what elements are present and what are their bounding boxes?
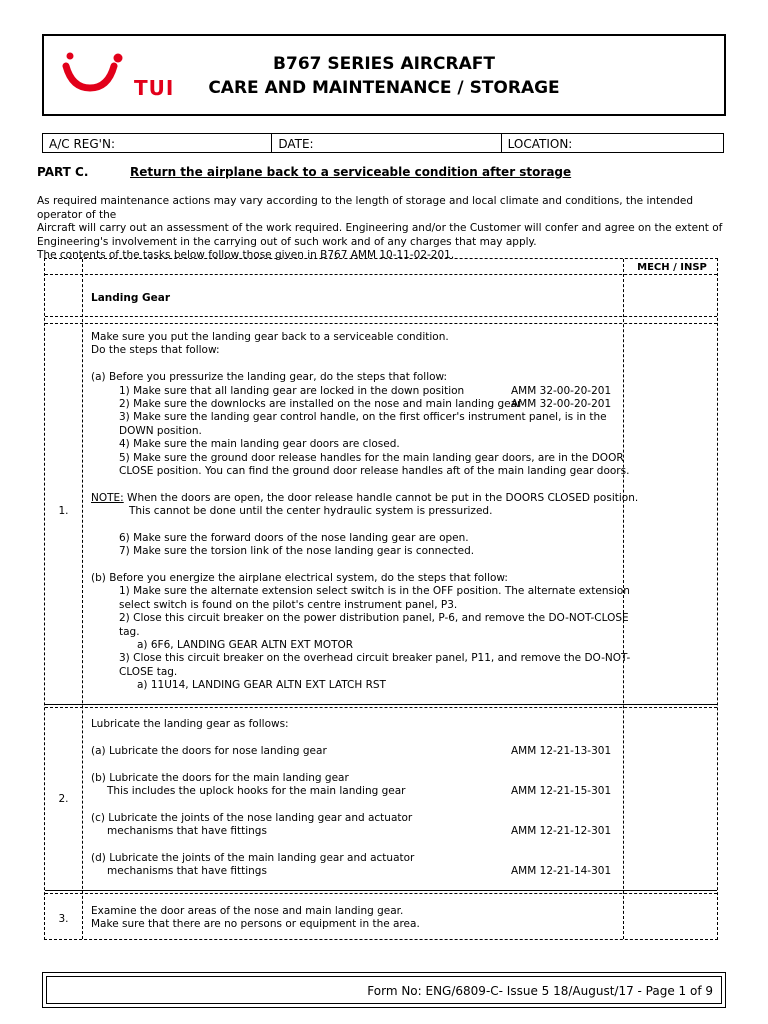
task-step: 1) Make sure the alternate extension select switch is in the OFF position. The alternate extension — [119, 585, 630, 598]
document-title — [194, 52, 574, 100]
column-divider — [82, 259, 83, 939]
task-step: 5) Make sure the ground door release handles for the main landing gear doors, are in the DOOR — [119, 451, 624, 464]
document-header — [42, 34, 726, 116]
task-text: (a) Before you pressurize the landing gear, do the steps that follow: — [91, 371, 448, 384]
document-footer — [42, 972, 726, 1008]
task-step: CLOSE position. You can find the ground door release handles aft of the main landing gear doors. — [119, 464, 630, 477]
section-title: Landing Gear — [91, 292, 171, 304]
task-step: a) 11U14, LANDING GEAR ALTN EXT LATCH RST — [137, 679, 386, 692]
amm-reference: AMM 12-21-12-301 — [511, 825, 612, 838]
amm-reference: AMM 12-21-14-301 — [511, 865, 612, 878]
step-text: mechanisms that have fittings — [107, 825, 267, 838]
task-step — [91, 745, 621, 758]
row-divider — [45, 893, 717, 894]
title-line-1: B767 SERIES AIRCRAFT — [273, 54, 495, 74]
part-title: Return the airplane back to a serviceable condition after storage — [130, 165, 572, 179]
task-step: tag. — [119, 625, 140, 638]
task-step: 4) Make sure the main landing gear doors are closed. — [119, 438, 400, 451]
amm-reference: AMM 12-21-15-301 — [511, 784, 612, 797]
row-divider — [45, 707, 717, 708]
intro-paragraph — [37, 195, 737, 263]
task-step — [91, 385, 621, 398]
note-text: This cannot be done until the center hydraulic system is pressurized. — [129, 505, 493, 518]
task-step — [91, 825, 621, 838]
task-text: Lubricate the landing gear as follows: — [91, 718, 289, 730]
task-step: (b) Lubricate the doors for the main landing gear — [91, 771, 349, 784]
part-label: PART C. — [37, 165, 89, 179]
step-text: mechanisms that have fittings — [107, 865, 267, 878]
task-text: Make sure you put the landing gear back to a serviceable condition. — [91, 331, 449, 343]
task-step — [91, 398, 621, 411]
task-step: 6) Make sure the forward doors of the nose landing gear are open. — [119, 531, 469, 544]
intro-line-4: The contents of the tasks below follow those given in B767 AMM 10-11-02-201. — [37, 249, 455, 261]
task-step — [91, 785, 621, 798]
task-1-content — [91, 331, 639, 693]
task-step: DOWN position. — [119, 424, 202, 437]
column-divider — [623, 259, 624, 939]
note — [91, 491, 639, 505]
step-text: 1) Make sure that all landing gear are locked in the down position — [119, 384, 465, 397]
task-step: (d) Lubricate the joints of the main landing gear and actuator — [91, 851, 415, 864]
task-step — [91, 865, 621, 878]
task-number: 2. — [58, 793, 69, 805]
task-text: Examine the door areas of the nose and main landing gear. — [91, 905, 404, 917]
task-step: 3) Make sure the landing gear control handle, on the first officer's instrument panel, is in the — [119, 411, 607, 424]
task-number: 1. — [58, 505, 69, 517]
footer-frame — [46, 976, 722, 1004]
intro-line-2: Aircraft will carry out an assessment of the work required. Engineering and/or the Customer will confer and agree on the extent of — [37, 222, 723, 234]
row-divider — [45, 316, 717, 317]
registration-row — [42, 133, 724, 153]
amm-reference: AMM 32-00-20-201 — [511, 397, 612, 410]
task-3-content — [91, 905, 621, 932]
intro-line-3: Engineering's involvement in the carrying out of such work and of any charges that may apply. — [37, 235, 537, 248]
task-step: CLOSE tag. — [119, 665, 178, 678]
intro-line-1: As required maintenance actions may vary according to the length of storage and local climate and conditions, the intended operator of the — [37, 195, 694, 221]
note-label: NOTE: — [91, 491, 124, 504]
task-text: Do the steps that follow: — [91, 344, 220, 357]
step-text: This includes the uplock hooks for the main landing gear — [107, 784, 406, 797]
task-2-content — [91, 718, 621, 879]
mech-insp-header: MECH / INSP — [637, 262, 707, 273]
title-line-2: CARE AND MAINTENANCE / STORAGE — [208, 78, 560, 98]
location-field: LOCATION: — [507, 137, 573, 151]
form-number: Form No: ENG/6809-C- Issue 5 18/August/17 - Page 1 of 9 — [367, 984, 713, 998]
task-step: (c) Lubricate the joints of the nose landing gear and actuator — [91, 811, 413, 824]
row-divider — [45, 890, 717, 891]
task-step: select switch is found on the pilot's centre instrument panel, P3. — [119, 598, 458, 611]
step-text: 2) Make sure the downlocks are installed on the nose and main landing gear — [119, 397, 522, 410]
task-step: 7) Make sure the torsion link of the nose landing gear is connected. — [119, 545, 475, 558]
row-divider — [45, 704, 717, 705]
amm-reference: AMM 12-21-13-301 — [511, 744, 612, 757]
task-step: 3) Close this circuit breaker on the overhead circuit breaker panel, P11, and remove the DO-NOT- — [119, 652, 631, 665]
task-number: 3. — [58, 913, 69, 925]
row-divider — [45, 274, 717, 275]
task-text: (b) Before you energize the airplane electrical system, do the steps that follow: — [91, 572, 508, 585]
reg-field: A/C REG'N: — [43, 134, 272, 152]
date-field: DATE: — [272, 134, 501, 152]
amm-reference: AMM 32-00-20-201 — [511, 384, 612, 397]
step-text: (a) Lubricate the doors for nose landing gear — [91, 744, 327, 757]
task-text: Make sure that there are no persons or equipment in the area. — [91, 918, 420, 931]
logo-text: TUI — [134, 76, 175, 100]
task-step: a) 6F6, LANDING GEAR ALTN EXT MOTOR — [137, 638, 354, 651]
task-table — [44, 258, 718, 940]
note-text: When the doors are open, the door release handle cannot be put in the DOORS CLOSED position. — [123, 491, 639, 504]
task-step: 2) Close this circuit breaker on the power distribution panel, P-6, and remove the DO-NOT-CLOSE — [119, 612, 629, 625]
row-divider — [45, 323, 717, 324]
